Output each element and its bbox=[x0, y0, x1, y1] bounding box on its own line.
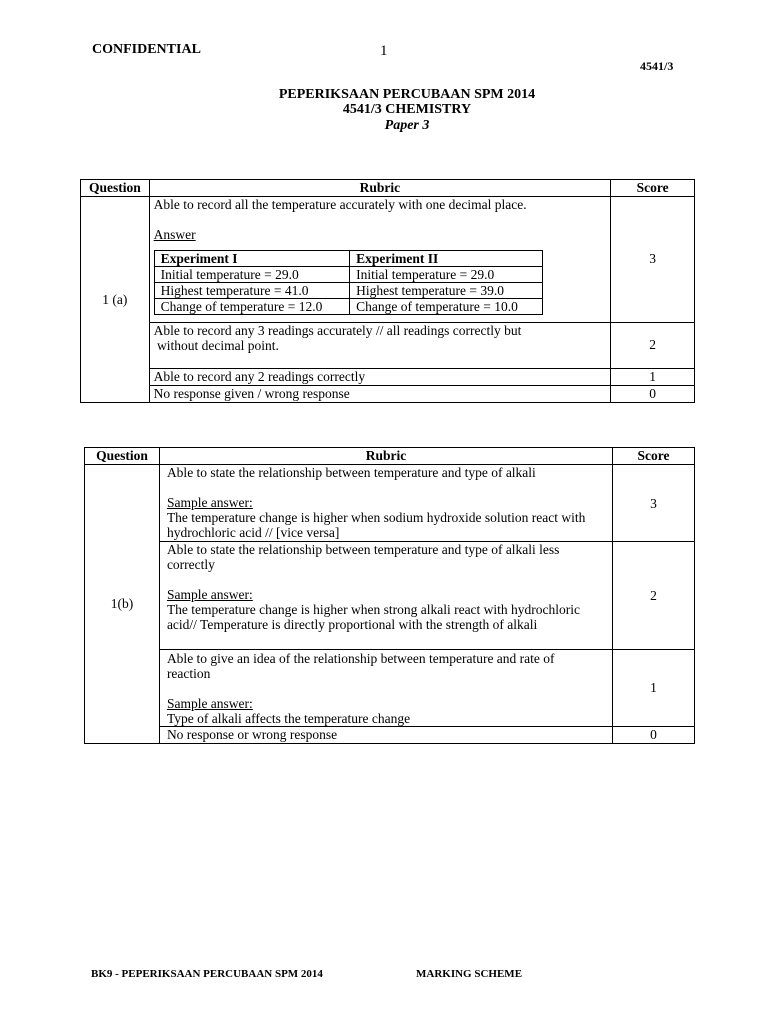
answer-cell: Change of temperature = 10.0 bbox=[350, 299, 543, 315]
subject-title: 4541/3 CHEMISTRY bbox=[342, 102, 472, 117]
exam-title: PEPERIKSAAN PERCUBAAN SPM 2014 bbox=[278, 87, 536, 102]
score-cell bbox=[611, 323, 695, 369]
score-value: 1 bbox=[650, 680, 657, 695]
answer-cell: Change of temperature = 12.0 bbox=[154, 299, 349, 315]
rubric-table-1a bbox=[80, 179, 695, 403]
answer-table-row bbox=[154, 283, 542, 299]
score-cell bbox=[613, 465, 695, 542]
rubric-text: No response or wrong response bbox=[159, 727, 612, 744]
experiment-2-header: Experiment II bbox=[350, 251, 543, 267]
score-cell bbox=[613, 650, 695, 727]
rubric-text: correctly bbox=[166, 557, 215, 572]
sample-answer-text: acid// Temperature is directly proportional with the strength of alkali bbox=[166, 617, 538, 632]
paper-code: 4541/3 bbox=[640, 59, 674, 73]
footer-exam-name: BK9 - PEPERIKSAAN PERCUBAAN SPM 2014 bbox=[91, 968, 323, 980]
score-value: 3 bbox=[649, 251, 656, 266]
score-value: 3 bbox=[650, 496, 657, 511]
score-value: 2 bbox=[650, 588, 657, 603]
rubric-header: Rubric bbox=[159, 448, 612, 465]
rubric-text: without decimal point. bbox=[153, 338, 279, 353]
rubric-cell bbox=[149, 323, 611, 369]
score-value: 2 bbox=[649, 337, 656, 352]
answer-cell: Initial temperature = 29.0 bbox=[350, 267, 543, 283]
rubric-text: reaction bbox=[166, 666, 211, 681]
question-number: 1(b) bbox=[85, 465, 160, 744]
answer-label: Answer bbox=[153, 227, 196, 242]
rubric-text: Able to record all the temperature accurately with one decimal place. bbox=[153, 197, 527, 212]
score-cell bbox=[613, 542, 695, 650]
experiment-1-header: Experiment I bbox=[154, 251, 349, 267]
page-number: 1 bbox=[380, 43, 388, 59]
answer-table-header-row bbox=[154, 251, 542, 267]
question-header: Question bbox=[85, 448, 160, 465]
sample-answer-text: hydrochloric acid // [vice versa] bbox=[166, 525, 340, 540]
rubric-text: Able to record any 3 readings accurately // all readings correctly but bbox=[153, 323, 522, 338]
confidential-label: CONFIDENTIAL bbox=[92, 42, 201, 57]
rubric-header: Rubric bbox=[149, 180, 611, 197]
question-header: Question bbox=[81, 180, 150, 197]
score-value: 0 bbox=[613, 727, 695, 744]
rubric-cell bbox=[149, 197, 611, 323]
question-number: 1 (a) bbox=[81, 197, 150, 403]
rubric-cell bbox=[159, 465, 612, 542]
answer-cell: Highest temperature = 41.0 bbox=[154, 283, 349, 299]
score-header: Score bbox=[613, 448, 695, 465]
answer-table-row bbox=[154, 299, 542, 315]
footer-marking-scheme: MARKING SCHEME bbox=[416, 968, 523, 980]
answer-table-row bbox=[154, 267, 542, 283]
score-value: 1 bbox=[611, 369, 695, 386]
sample-answer-label: Sample answer: bbox=[166, 696, 253, 711]
sample-answer-text: The temperature change is higher when sodium hydroxide solution react with bbox=[166, 510, 586, 525]
rubric-text: Able to record any 2 readings correctly bbox=[149, 369, 611, 386]
answer-cell: Initial temperature = 29.0 bbox=[154, 267, 349, 283]
rubric-text: Able to give an idea of the relationship between temperature and rate of bbox=[166, 651, 555, 666]
rubric-cell bbox=[159, 542, 612, 650]
paper-title: Paper 3 bbox=[384, 118, 430, 133]
answer-table bbox=[154, 250, 543, 315]
rubric-cell bbox=[159, 650, 612, 727]
rubric-text: Able to state the relationship between temperature and type of alkali bbox=[166, 465, 536, 480]
sample-answer-label: Sample answer: bbox=[166, 587, 253, 602]
score-value: 0 bbox=[611, 386, 695, 403]
score-cell bbox=[611, 197, 695, 323]
score-header: Score bbox=[611, 180, 695, 197]
answer-cell: Highest temperature = 39.0 bbox=[350, 283, 543, 299]
sample-answer-label: Sample answer: bbox=[166, 495, 253, 510]
rubric-text: No response given / wrong response bbox=[149, 386, 611, 403]
sample-answer-text: Type of alkali affects the temperature change bbox=[166, 711, 411, 726]
rubric-table-1b bbox=[84, 447, 695, 744]
rubric-text: Able to state the relationship between temperature and type of alkali less bbox=[166, 542, 560, 557]
sample-answer-text: The temperature change is higher when strong alkali react with hydrochloric bbox=[166, 602, 581, 617]
